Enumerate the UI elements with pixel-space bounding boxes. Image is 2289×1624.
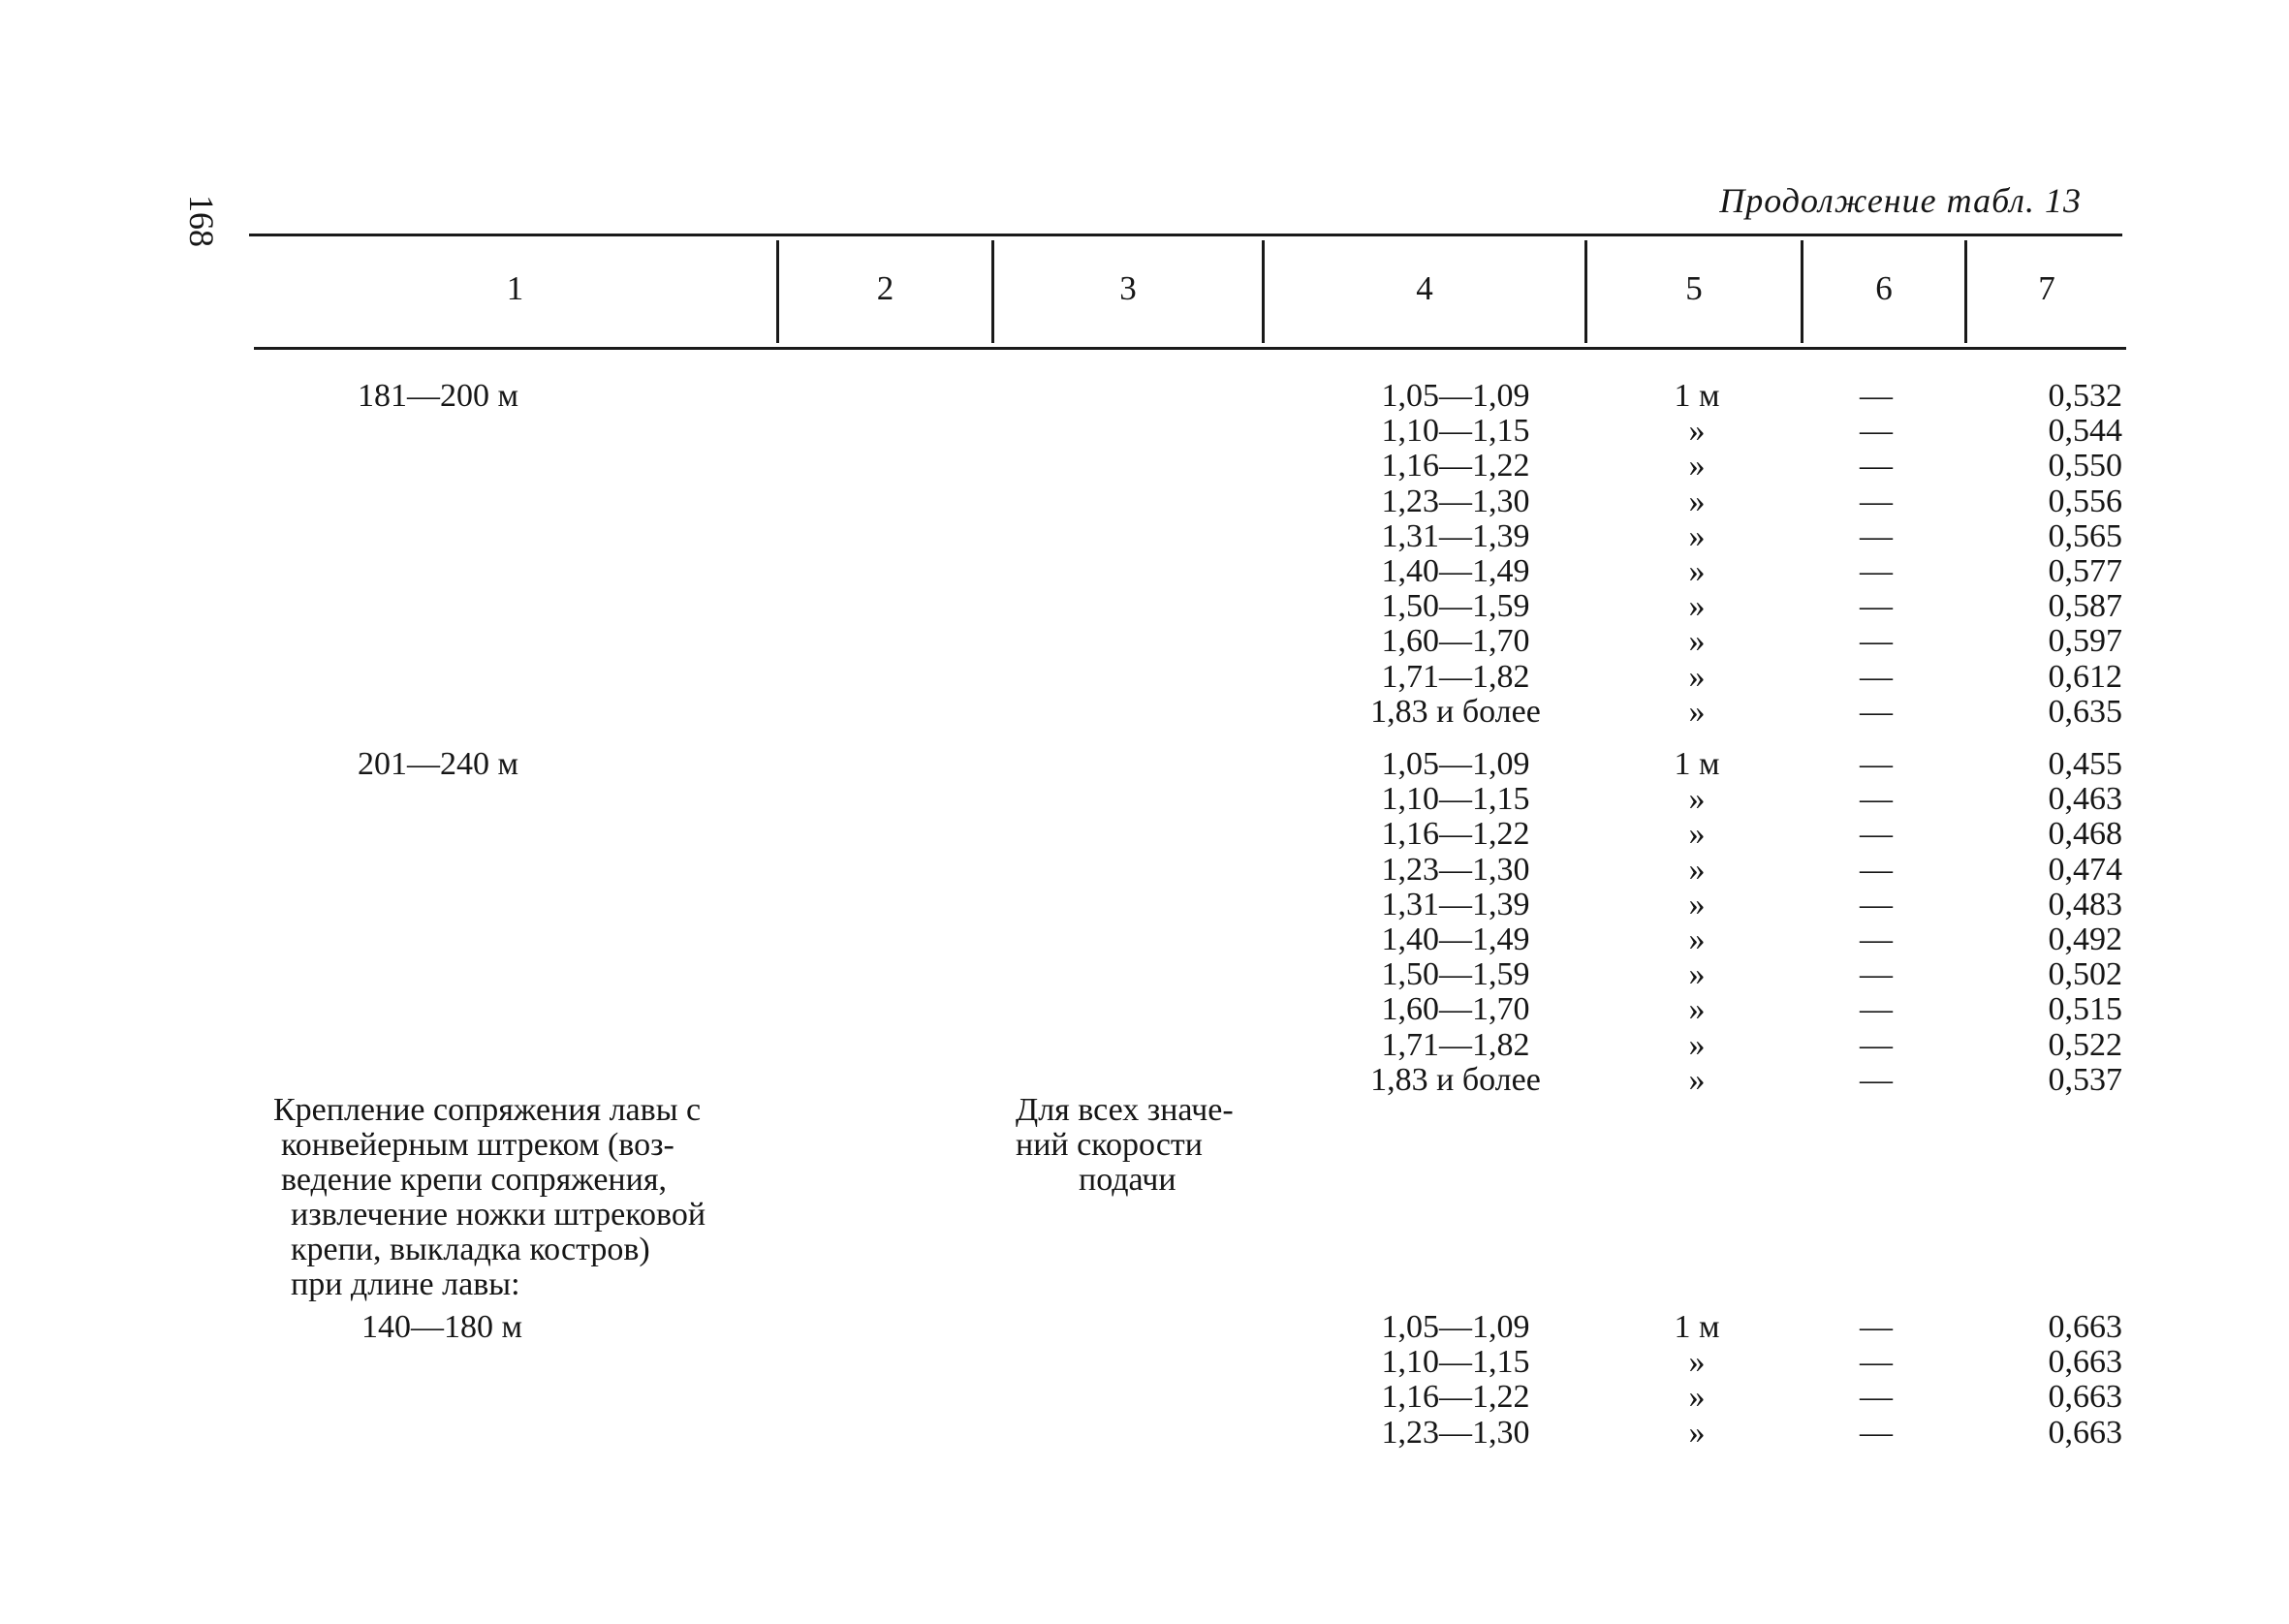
table-cell-c7: 0,522 [2048,1026,2122,1063]
table-cell-c5: » [1688,658,1706,695]
table-cell-c4: 1,16—1,22 [1381,816,1530,853]
table-cell-c4: 1,60—1,70 [1381,991,1530,1028]
table-cell-c4: 1,83 и более [1370,1061,1541,1098]
column-header-1: 1 [506,269,524,307]
table-cell-c5: » [1688,623,1706,660]
table-cell-c7: 0,663 [2048,1414,2122,1451]
table-cell-c4: 1,71—1,82 [1381,1026,1530,1063]
table-cell-c4: 1,05—1,09 [1381,378,1530,414]
table-cell-c5: » [1688,956,1706,993]
table-cell-c7: 0,455 [2048,746,2122,782]
header-top-rule [249,234,2122,236]
table-cell-c7: 0,463 [2048,781,2122,818]
table-cell-c7: 0,597 [2048,623,2122,660]
table-cell-c7: 0,565 [2048,517,2122,554]
group-label: 140—180 м [361,1309,523,1345]
table-cell-c4: 1,10—1,15 [1381,413,1530,450]
operation-line: Крепление сопряжения лавы с [273,1092,702,1128]
table-cell-c7: 0,550 [2048,448,2122,484]
table-cell-c7: 0,663 [2048,1344,2122,1381]
table-cell-c6: — [1860,1309,1893,1345]
table-cell-c5: » [1688,1414,1706,1451]
table-cell-c7: 0,612 [2048,658,2122,695]
column-header-3: 3 [1119,269,1137,307]
table-cell-c6: — [1860,921,1893,957]
table-cell-c6: — [1860,483,1893,519]
table-cell-c6: — [1860,448,1893,484]
table-cell-c5: » [1688,1061,1706,1098]
table-cell-c7: 0,515 [2048,991,2122,1028]
table-cell-c5: » [1688,553,1706,589]
operation-line: при длине лавы: [291,1266,520,1302]
table-cell-c7: 0,537 [2048,1061,2122,1098]
table-cell-c6: — [1860,1379,1893,1416]
table-cell-c5: » [1688,483,1706,519]
table-cell-c5: » [1688,1026,1706,1063]
table-cell-c6: — [1860,886,1893,922]
table-cell-c4: 1,05—1,09 [1381,746,1530,782]
table-cell-c5: 1 м [1674,378,1720,414]
table-cell-c5: » [1688,816,1706,853]
table-cell-c5: 1 м [1674,746,1720,782]
feed-speed-line: Для всех значе- [1016,1092,1234,1128]
table-cell-c6: — [1860,658,1893,695]
table-cell-c7: 0,502 [2048,956,2122,993]
table-caption: Продолжение табл. 13 [1719,181,2082,220]
table-cell-c5: » [1688,413,1706,450]
table-cell-c4: 1,83 и более [1370,693,1541,730]
table-cell-c7: 0,468 [2048,816,2122,853]
table-cell-c6: — [1860,746,1893,782]
table-cell-c6: — [1860,693,1893,730]
table-cell-c7: 0,663 [2048,1379,2122,1416]
table-cell-c6: — [1860,1414,1893,1451]
header-bottom-rule [254,347,2126,350]
table-cell-c6: — [1860,956,1893,993]
table-cell-c6: — [1860,517,1893,554]
table-cell-c5: » [1688,588,1706,625]
table-cell-c7: 0,483 [2048,886,2122,922]
table-cell-c5: » [1688,693,1706,730]
page-number: 168 [182,195,221,247]
table-cell-c4: 1,10—1,15 [1381,1344,1530,1381]
operation-line: ведение крепи сопряжения, [281,1162,667,1198]
table-cell-c4: 1,71—1,82 [1381,658,1530,695]
table-cell-c6: — [1860,781,1893,818]
feed-speed-note [1016,1093,1306,1198]
column-header-7: 7 [2038,269,2055,307]
table-cell-c4: 1,50—1,59 [1381,956,1530,993]
table-cell-c4: 1,31—1,39 [1381,886,1530,922]
table-cell-c6: — [1860,816,1893,853]
table-cell-c5: » [1688,781,1706,818]
table-cell-c7: 0,474 [2048,851,2122,888]
table-cell-c6: — [1860,1344,1893,1381]
column-header-6: 6 [1875,269,1893,307]
operation-line: извлечение ножки штрековой [291,1197,706,1233]
table-cell-c4: 1,23—1,30 [1381,851,1530,888]
table-cell-c7: 0,635 [2048,693,2122,730]
table-cell-c6: — [1860,991,1893,1028]
table-cell-c5: » [1688,1344,1706,1381]
group-label: 201—240 м [358,746,519,782]
table-cell-c5: » [1688,517,1706,554]
table-cell-c7: 0,532 [2048,378,2122,414]
table-cell-c6: — [1860,1026,1893,1063]
table-cell-c7: 0,663 [2048,1309,2122,1345]
table-cell-c5: » [1688,851,1706,888]
table-cell-c6: — [1860,588,1893,625]
table-cell-c5: 1 м [1674,1309,1720,1345]
operation-line: конвейерным штреком (воз- [281,1127,674,1163]
table-cell-c4: 1,05—1,09 [1381,1309,1530,1345]
table-cell-c4: 1,16—1,22 [1381,448,1530,484]
table-cell-c4: 1,60—1,70 [1381,623,1530,660]
table-cell-c4: 1,40—1,49 [1381,921,1530,957]
table-cell-c7: 0,587 [2048,588,2122,625]
operation-description [273,1093,797,1302]
table-cell-c4: 1,50—1,59 [1381,588,1530,625]
column-header-5: 5 [1685,269,1703,307]
table-cell-c6: — [1860,378,1893,414]
table-cell-c7: 0,492 [2048,921,2122,957]
table-cell-c6: — [1860,623,1893,660]
feed-speed-line: подачи [1079,1162,1176,1198]
table-cell-c4: 1,23—1,30 [1381,483,1530,519]
table-cell-c5: » [1688,448,1706,484]
table-cell-c4: 1,16—1,22 [1381,1379,1530,1416]
column-header-2: 2 [876,269,894,307]
table-cell-c7: 0,556 [2048,483,2122,519]
table-cell-c4: 1,31—1,39 [1381,517,1530,554]
table-cell-c5: » [1688,991,1706,1028]
table-cell-c6: — [1860,1061,1893,1098]
feed-speed-line: ний скорости [1016,1127,1203,1163]
group-label: 181—200 м [358,378,519,414]
table-cell-c4: 1,10—1,15 [1381,781,1530,818]
table-cell-c5: » [1688,886,1706,922]
table-cell-c5: » [1688,1379,1706,1416]
table-cell-c6: — [1860,553,1893,589]
table-cell-c6: — [1860,851,1893,888]
table-cell-c6: — [1860,413,1893,450]
column-header-4: 4 [1416,269,1433,307]
table-cell-c7: 0,577 [2048,553,2122,589]
operation-line: крепи, выкладка костров) [291,1232,650,1267]
table-cell-c4: 1,23—1,30 [1381,1414,1530,1451]
table-cell-c5: » [1688,921,1706,957]
table-cell-c7: 0,544 [2048,413,2122,450]
table-cell-c4: 1,40—1,49 [1381,553,1530,589]
